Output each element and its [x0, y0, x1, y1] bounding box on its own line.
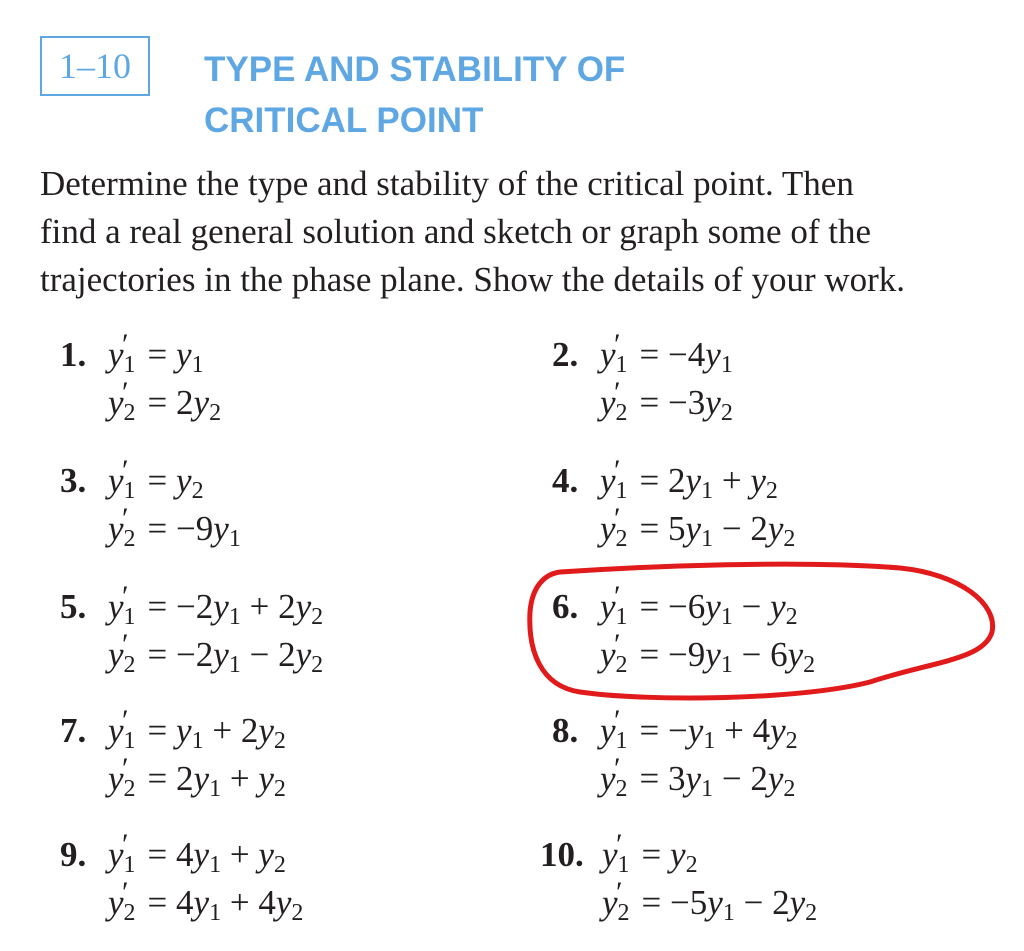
equation-lhs: $y_2$ ′ [108, 376, 136, 426]
equation-2 [108, 378, 221, 438]
equation-2 [600, 630, 815, 690]
equation-lhs: $y_1$ ′ [108, 828, 136, 878]
equation-2 [108, 504, 241, 564]
equation-lhs: $y_1$ ′ [602, 828, 630, 878]
equation-lhs: $y_2$ ′ [602, 876, 630, 926]
equation-lhs: $y_2$ ′ [600, 628, 628, 678]
problem-number: 8. [552, 711, 579, 750]
equation-rhs: = $3y_1 - 2y_2$ [639, 759, 796, 802]
equation-rhs: = $4y_1 + y_2$ [147, 835, 286, 878]
equation-rhs: = $-y_1 + 4y_2$ [639, 711, 798, 754]
equation-2 [108, 754, 286, 814]
problem-number: 1. [60, 335, 87, 374]
equation-rhs: = $-9y_1$ [147, 509, 241, 552]
problem-number: 4. [552, 461, 579, 500]
problem-number: 9. [60, 835, 87, 874]
equation-rhs: = $2y_1 + y_2$ [639, 461, 778, 504]
equation-rhs: = $-5y_1 - 2y_2$ [641, 883, 818, 926]
equation-lhs: $y_1$ ′ [108, 328, 136, 378]
equation-rhs: = $-2y_1 - 2y_2$ [147, 635, 324, 678]
equation-rhs: = $-6y_1 - y_2$ [639, 587, 798, 630]
equation-lhs: $y_1$ ′ [108, 704, 136, 754]
instructions-line-3: trajectories in the phase plane. Show the details of your work. [40, 260, 906, 299]
equation-2 [108, 878, 303, 938]
equation-lhs: $y_1$ ′ [600, 328, 628, 378]
equation-lhs: $y_2$ ′ [108, 502, 136, 552]
section-title [204, 44, 625, 146]
equation-lhs: $y_1$ ′ [108, 454, 136, 504]
equation-rhs: = $2y_2$ [147, 383, 222, 426]
problem-number: 10. [540, 835, 584, 874]
equation-rhs: = $-2y_1 + 2y_2$ [147, 587, 324, 630]
equation-2 [600, 504, 795, 564]
instructions-line-2: find a real general solution and sketch or graph some of the [40, 212, 871, 251]
equation-rhs: = $5y_1 - 2y_2$ [639, 509, 796, 552]
equation-lhs: $y_2$ ′ [600, 502, 628, 552]
section-title-line-1: TYPE AND STABILITY OF [204, 50, 626, 89]
equation-rhs: = $y_2$ [147, 461, 204, 504]
problem-number: 3. [60, 461, 87, 500]
equation-rhs: = $-3y_2$ [639, 383, 733, 426]
equation-lhs: $y_1$ ′ [600, 704, 628, 754]
equation-2 [600, 754, 795, 814]
equation-lhs: $y_2$ ′ [108, 876, 136, 926]
equation-lhs: $y_2$ ′ [600, 752, 628, 802]
section-title-line-2: CRITICAL POINT [204, 101, 484, 140]
equation-rhs: = $-4y_1$ [639, 335, 733, 378]
equation-rhs: = $-9y_1 - 6y_2$ [639, 635, 816, 678]
problem-number: 2. [552, 335, 579, 374]
equation-rhs: = $y_1$ [147, 335, 204, 378]
problem-number: 5. [60, 587, 87, 626]
equation-rhs: = $y_1 + 2y_2$ [147, 711, 286, 754]
equation-lhs: $y_1$ ′ [108, 580, 136, 630]
equation-rhs: = $y_2$ [641, 835, 698, 878]
equation-lhs: $y_2$ ′ [108, 628, 136, 678]
instructions [40, 160, 980, 304]
problem-number: 7. [60, 711, 87, 750]
equation-2 [602, 878, 817, 938]
equation-rhs: = $2y_1 + y_2$ [147, 759, 286, 802]
equation-lhs: $y_1$ ′ [600, 454, 628, 504]
instructions-line-1: Determine the type and stability of the critical point. Then [40, 164, 854, 203]
equation-rhs: = $4y_1 + 4y_2$ [147, 883, 304, 926]
section-range: 1–10 [59, 46, 131, 86]
equation-lhs: $y_2$ ′ [108, 752, 136, 802]
equation-lhs: $y_2$ ′ [600, 376, 628, 426]
equation-2 [600, 378, 733, 438]
equation-2 [108, 630, 323, 690]
equation-lhs: $y_1$ ′ [600, 580, 628, 630]
problem-number: 6. [552, 587, 579, 626]
section-range-box [40, 36, 150, 96]
